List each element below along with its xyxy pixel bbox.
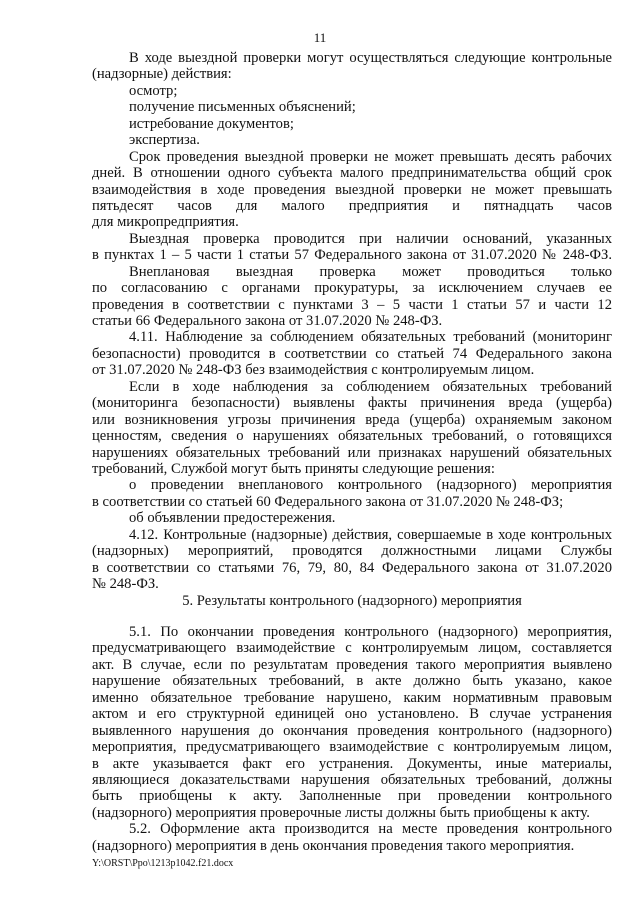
text-line: получение письменных объяснений;: [129, 99, 356, 116]
text-line: требований, Службой могут быть приняты следующие решения:: [92, 460, 495, 477]
text-line: (надзорного) мероприятия в день окончания проведения такого мероприятия.: [92, 837, 575, 854]
text-line: Срок проведения выездной проверки не может превышать десять рабочих: [129, 148, 612, 165]
text-line: 4.12. Контрольные (надзорные) действия, совершаемые в ходе контрольных: [129, 526, 612, 543]
text-line: нарушение обязательных требований, в акте должно быть указано, какое: [92, 673, 612, 690]
text-line: акт. В случае, если по результатам проведения такого мероприятия выявлено: [92, 656, 612, 673]
text-line: Выездная проверка проводится при наличии оснований, указанных: [129, 230, 612, 247]
text-line: В ходе выездной проверки могут осуществляться следующие контрольные: [129, 50, 612, 66]
text-line: (надзорных) мероприятий, проводятся должностными лицами Службы: [92, 543, 612, 560]
text-line: осмотр;: [129, 82, 178, 99]
text-line: проведения в соответствии с пунктами 3 – 5 части 1 статьи 57 и части 12: [92, 296, 612, 313]
text-line: (надзорного) мероприятия проверочные листы должны быть приобщены к акту.: [92, 804, 590, 821]
text-line: в соответствии со статьей 60 Федерального закона от 31.07.2020 № 248-ФЗ;: [92, 493, 564, 510]
text-line: пятьдесят часов для малого предприятия и пятнадцать часов: [92, 197, 612, 214]
text-line: от 31.07.2020 № 248-ФЗ без взаимодействия с контролируемым лицом.: [92, 362, 535, 379]
section-4-body: [92, 50, 612, 592]
text-line: экспертиза.: [129, 132, 200, 149]
text-line: об объявлении предостережения.: [129, 510, 336, 527]
text-line: в пунктах 1 – 5 части 1 статьи 57 Федерального закона от 31.07.2020 № 248-ФЗ.: [92, 247, 612, 264]
text-line: Если в ходе наблюдения за соблюдением обязательных требований: [129, 378, 612, 395]
text-line: по согласованию с органами прокуратуры, за исключением случаев ее: [92, 280, 612, 297]
section-5-body: [92, 624, 612, 854]
text-line: № 248-ФЗ.: [92, 576, 159, 592]
page-number: 11: [313, 30, 327, 45]
text-line: (надзорные) действия:: [92, 66, 232, 83]
text-line: для микропредприятия.: [92, 214, 239, 231]
text-line: ценностям, сведения о нарушениях обязательных требований, о готовящихся: [92, 428, 612, 445]
text-line: быть приобщены к акту. Заполненные при проведении контрольного: [92, 788, 612, 805]
text-line: взаимодействия в ходе проведения выездной проверки не может превышать: [92, 181, 612, 198]
text-line: мероприятия, предусматривающего взаимодействие с контролируемым лицом,: [92, 739, 612, 756]
text-line: дней. В отношении одного субъекта малого предпринимательства общий срок: [92, 165, 612, 182]
text-line: предусматривающего взаимодействие с контролируемым лицом, составляется: [92, 640, 612, 657]
text-line: нарушениях обязательных требований или признаках нарушений обязательных: [92, 444, 612, 461]
text-line: 5.1. По окончании проведения контрольного (надзорного) мероприятия,: [129, 624, 612, 640]
text-line: являющиеся доказательствами нарушения обязательных требований, должны: [92, 771, 612, 788]
section-heading: 5. Результаты контрольного (надзорного) мероприятия: [182, 593, 522, 609]
text-line: 4.11. Наблюдение за соблюдением обязательных требований (мониторинг: [129, 329, 612, 346]
text-line: именно обязательное требование нарушено, каким нормативным правовым: [92, 689, 612, 706]
text-line: Внеплановая выездная проверка может проводиться только: [129, 263, 612, 280]
text-line: в соответствии со статьями 76, 79, 80, 84 Федерального закона от 31.07.2020: [92, 559, 612, 576]
text-line: или возникновения угрозы причинения вреда (ущерба) охраняемым законом: [92, 411, 612, 428]
text-line: выявленного нарушения до окончания проведения контрольного (надзорного): [92, 722, 612, 739]
text-line: (мониторинга безопасности) выявлены факты причинения вреда (ущерба): [92, 395, 612, 412]
file-path-footer: Y:\ORST\Ppo\1213p1042.f21.docx: [92, 858, 234, 869]
text-line: актом и его структурной единицей оно установлено. В случае устранения: [92, 706, 612, 723]
text-line: истребование документов;: [129, 115, 294, 132]
text-line: 5.2. Оформление акта производится на месте проведения контрольного: [129, 821, 612, 838]
text-line: безопасности) проводится в соответствии со статьей 74 Федерального закона: [92, 345, 612, 362]
text-line: статьи 66 Федерального закона от 31.07.2020 № 248-ФЗ.: [92, 313, 443, 329]
text-line: в акте указывается факт его устранения. Документы, иные материалы,: [92, 755, 612, 772]
text-line: о проведении внепланового контрольного (надзорного) мероприятия: [129, 477, 612, 494]
